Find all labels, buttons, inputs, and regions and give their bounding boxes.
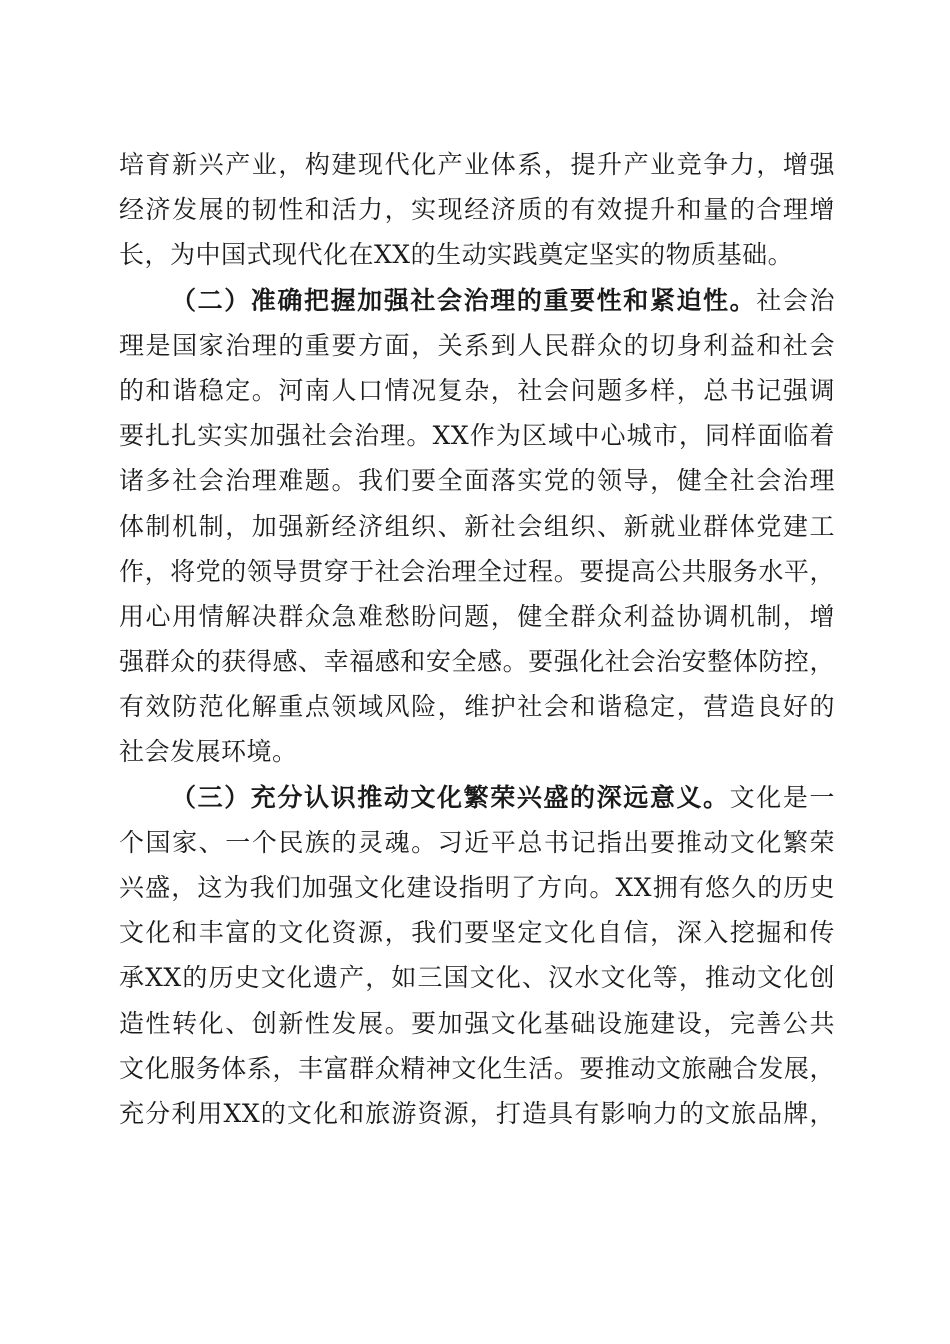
text-line: 文化和丰富的文化资源，我们要坚定文化自信，深入挖掘和传 xyxy=(119,918,835,948)
text-line: 造性转化、创新性发展。要加强文化基础设施建设，完善公共 xyxy=(119,1008,835,1038)
section-heading-3: （三）充分认识推动文化繁荣兴盛的深远意义。 xyxy=(171,782,730,812)
section-heading-line xyxy=(119,775,835,820)
text-line: 充分利用XX的文化和旅游资源，打造具有影响力的文旅品牌， xyxy=(119,1098,835,1128)
text-line: 兴盛，这为我们加强文化建设指明了方向。XX拥有悠久的历史 xyxy=(119,873,835,902)
text-line: 培育新兴产业，构建现代化产业体系，提升产业竞争力，增强 xyxy=(119,150,835,179)
text-line: 文化服务体系，丰富群众精神文化生活。要推动文旅融合发展， xyxy=(119,1053,835,1083)
text-line: 作，将党的领导贯穿于社会治理全过程。要提高公共服务水平， xyxy=(119,556,835,586)
text-line: 个国家、一个民族的灵魂。习近平总书记指出要推动文化繁荣 xyxy=(119,827,835,857)
body-text xyxy=(119,142,835,1136)
text-line: 经济发展的韧性和活力，实现经济质的有效提升和量的合理增 xyxy=(119,195,835,225)
text-line: 承XX的历史文化遗产，如三国文化、汉水文化等，推动文化创 xyxy=(119,963,835,993)
text-line: 体制机制，加强新经济组织、新社会组织、新就业群体党建工 xyxy=(119,511,835,541)
section-heading-2: （二）准确把握加强社会治理的重要性和紧迫性。 xyxy=(171,285,757,315)
text-run: 文化是一 xyxy=(729,782,835,812)
text-line: 诸多社会治理难题。我们要全面落实党的领导，健全社会治理 xyxy=(119,466,835,496)
text-line: 用心用情解决群众急难愁盼问题，健全群众利益协调机制，增 xyxy=(119,601,835,631)
text-line: 有效防范化解重点领域风险，维护社会和谐稳定，营造良好的 xyxy=(119,692,835,722)
text-line: 长，为中国式现代化在XX的生动实践奠定坚实的物质基础。 xyxy=(119,240,794,270)
text-line: 的和谐稳定。河南人口情况复杂，社会问题多样，总书记强调 xyxy=(119,375,835,405)
section-heading-line xyxy=(119,278,835,323)
text-line: 强群众的获得感、幸福感和安全感。要强化社会治安整体防控， xyxy=(119,647,835,677)
text-line: 社会发展环境。 xyxy=(119,737,298,767)
text-line: 要扎扎实实加强社会治理。XX作为区域中心城市，同样面临着 xyxy=(119,421,835,451)
text-line: 理是国家治理的重要方面，关系到人民群众的切身利益和社会 xyxy=(119,330,835,360)
text-run: 社会治 xyxy=(756,285,835,315)
